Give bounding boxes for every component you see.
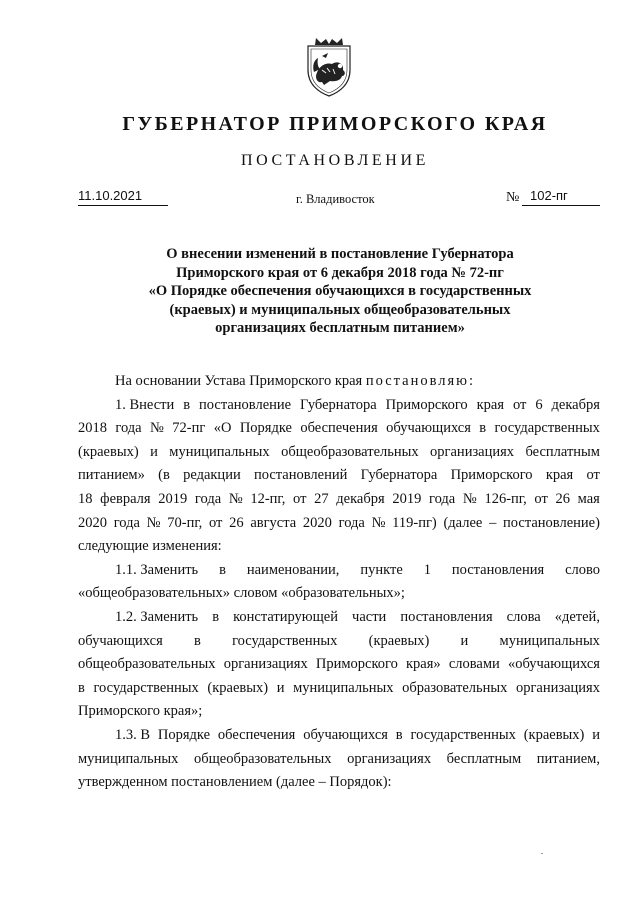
- word: постановление): [503, 514, 600, 531]
- word: (краевых): [523, 726, 585, 743]
- word: организациях: [430, 443, 515, 460]
- word: 70-пг,: [167, 514, 203, 531]
- word: года: [113, 514, 140, 531]
- paragraph-1-line: [78, 488, 600, 512]
- word: 12-пг,: [250, 490, 286, 507]
- word: декабря: [551, 396, 600, 413]
- word: (краевых): [207, 679, 269, 696]
- paragraph-1-2-line: [78, 606, 600, 630]
- word: части: [352, 608, 387, 625]
- word: «О: [213, 420, 232, 437]
- paragraph-1-line: [78, 394, 600, 418]
- paragraph-1-line: следующие изменения:: [78, 538, 222, 555]
- word: в: [78, 679, 85, 696]
- word: постановления: [451, 561, 545, 578]
- word: (в: [158, 467, 170, 484]
- word: февраля: [100, 490, 151, 507]
- word: и: [150, 443, 158, 460]
- word: августа: [250, 514, 297, 531]
- paragraph-1-line: [78, 464, 600, 488]
- intro-colon: :: [469, 373, 474, 389]
- intro-paragraph: [78, 370, 600, 394]
- word: 72-пг: [172, 420, 206, 437]
- word: обучающихся: [303, 726, 388, 743]
- paragraph-1-2-line: [78, 677, 600, 701]
- word: констатирующей: [233, 608, 339, 625]
- word: в: [183, 396, 191, 413]
- paragraph-1-3-line: утвержденном постановлением (далее – Порядок):: [78, 774, 392, 791]
- word: Приморского: [315, 656, 398, 673]
- intro-text: На основании Устава Приморского края: [115, 373, 366, 389]
- word: от: [293, 490, 307, 507]
- word: муниципальных: [499, 632, 600, 649]
- word: муниципальных: [293, 679, 394, 696]
- paragraph-1-1-line: «общеобразовательных» словом «образовательных»;: [78, 585, 405, 602]
- word: №: [462, 490, 477, 507]
- subject-line: «О Порядке обеспечения обучающихся в государственных: [148, 283, 532, 300]
- word: муниципальных: [78, 750, 179, 767]
- word: от: [586, 467, 600, 484]
- word: слова: [506, 608, 541, 625]
- word: в: [193, 632, 201, 649]
- word: от: [512, 396, 527, 413]
- word: слово: [565, 561, 600, 578]
- word: пункте: [360, 561, 403, 578]
- word: государственных: [410, 726, 516, 743]
- word: 1.3. В: [115, 726, 151, 743]
- word: государственных: [494, 420, 600, 437]
- word: 6: [535, 396, 543, 413]
- word: 18: [78, 490, 93, 507]
- word: Приморского: [385, 396, 468, 413]
- word: года: [429, 490, 456, 507]
- intro-resolve-word: постановляю: [365, 373, 470, 389]
- word: бесплатным: [525, 443, 600, 460]
- word: декабря: [336, 490, 385, 507]
- scan-speck: [541, 853, 543, 854]
- subject-line: (краевых) и муниципальных общеобразовательных: [169, 301, 511, 318]
- word: в: [219, 561, 226, 578]
- paragraph-1-2-line: Приморского края»;: [78, 703, 203, 720]
- document-type: ПОСТАНОВЛЕНИЕ: [241, 152, 429, 169]
- word: от: [208, 514, 223, 531]
- word: Порядке: [239, 420, 292, 437]
- paragraph-1-2-line: [78, 653, 600, 677]
- word: организациях: [223, 656, 308, 673]
- word: –: [489, 514, 497, 531]
- word: 27: [314, 490, 329, 507]
- word: №: [146, 514, 161, 531]
- word: государственных: [93, 679, 199, 696]
- word: края: [476, 396, 505, 413]
- word: Порядке: [157, 726, 211, 743]
- word: года: [338, 514, 365, 531]
- word: Губернатора: [360, 467, 438, 484]
- word: обучающихся: [386, 420, 471, 437]
- word: 119-пг): [392, 514, 437, 531]
- word: 26: [229, 514, 244, 531]
- word: Приморского: [450, 467, 533, 484]
- word: постановления: [400, 608, 493, 625]
- word: и: [592, 726, 600, 743]
- word: (краевых): [368, 632, 430, 649]
- word: 2019: [158, 490, 188, 507]
- paragraph-1-1-line: [78, 559, 600, 583]
- word: питанием,: [536, 750, 600, 767]
- coat-of-arms-icon: [302, 36, 356, 98]
- word: года: [194, 490, 222, 507]
- word: в: [479, 420, 487, 437]
- word: Губернатора: [300, 396, 377, 413]
- paragraph-1-line: [78, 512, 600, 536]
- word: края»: [406, 656, 441, 673]
- word: края: [545, 467, 574, 484]
- word: обеспечения: [217, 726, 296, 743]
- word: 126-пг,: [484, 490, 527, 507]
- paragraph-1-2-line: [78, 630, 600, 654]
- word: постановлений: [253, 467, 348, 484]
- subject-line: О внесении изменений в постановление Губернатора: [166, 246, 514, 262]
- word: 2020: [78, 514, 107, 531]
- word: 2019: [392, 490, 422, 507]
- document-subject: [100, 245, 580, 338]
- word: питанием»: [78, 467, 145, 484]
- word: №: [228, 490, 243, 507]
- paragraph-1-line: [78, 417, 600, 441]
- word: общеобразовательных: [281, 443, 419, 460]
- word: №: [150, 420, 164, 437]
- word: «обучающихся: [507, 656, 600, 673]
- word: 1.2. Заменить: [115, 608, 199, 625]
- word: редакции: [183, 467, 241, 484]
- word: и: [460, 632, 469, 649]
- word: 2020: [302, 514, 332, 531]
- word: в: [212, 608, 220, 625]
- word: в: [395, 726, 403, 743]
- word: образовательных: [402, 679, 508, 696]
- document-body: [78, 370, 600, 795]
- word: 1. Внести: [115, 396, 175, 413]
- paragraph-1-3-line: [78, 724, 600, 748]
- authority-title: ГУБЕРНАТОР ПРИМОРСКОГО КРАЯ: [122, 113, 548, 135]
- number-label: №: [506, 190, 520, 205]
- word: мая: [577, 490, 600, 507]
- word: организациях: [347, 750, 432, 767]
- word: организациях: [515, 679, 600, 696]
- subject-line: организациях бесплатным питанием»: [215, 320, 465, 337]
- word: наименовании,: [246, 561, 340, 578]
- paragraph-1-line: [78, 441, 600, 465]
- word: бесплатным: [446, 750, 522, 767]
- word: обучающихся: [78, 632, 163, 649]
- word: 1.1. Заменить: [115, 561, 199, 578]
- document-number: 102-пг: [522, 188, 600, 206]
- word: государственных: [232, 632, 338, 649]
- word: муниципальных: [169, 443, 270, 460]
- word: постановление: [199, 396, 292, 413]
- document-city: г. Владивосток: [296, 192, 375, 206]
- document-date: 11.10.2021: [78, 188, 168, 206]
- word: «детей,: [554, 608, 600, 625]
- word: года: [115, 420, 142, 437]
- word: (краевых): [78, 443, 139, 460]
- word: обеспечения: [300, 420, 378, 437]
- word: общеобразовательных: [78, 656, 216, 673]
- word: №: [371, 514, 386, 531]
- word: от: [534, 490, 548, 507]
- word: 2018: [78, 420, 107, 437]
- paragraph-1-3-line: [78, 748, 600, 772]
- word: (далее: [443, 514, 483, 531]
- word: общеобразовательных: [193, 750, 332, 767]
- word: и: [276, 679, 285, 696]
- subject-line: Приморского края от 6 декабря 2018 года № 72-пг: [176, 264, 504, 281]
- word: словами: [448, 656, 500, 673]
- word: 1: [423, 561, 431, 578]
- word: 26: [555, 490, 570, 507]
